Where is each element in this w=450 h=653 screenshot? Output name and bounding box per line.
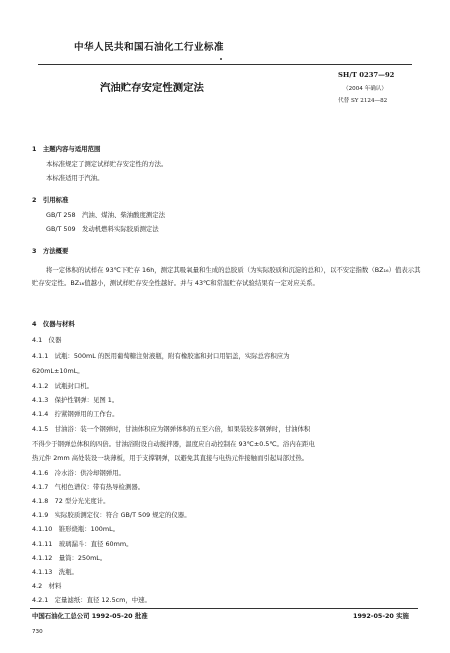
item-4-1: 4.1 仪器 xyxy=(32,336,62,344)
implementation-note: 1992-05-20 实施 xyxy=(353,612,409,620)
item-4-1-12: 4.1.12 量筒：250mL。 xyxy=(32,554,107,562)
header-rule xyxy=(38,64,412,65)
item-4-1-1: 4.1.1 试瓶：500mL 的医用葡萄糖注射液瓶，附有橡胶塞和封口用铝盖，实际总容积应为 xyxy=(32,352,290,360)
item-4-1-10: 4.1.10 锥形烧瓶：100mL。 xyxy=(32,525,120,533)
replaces-note: 代替 SY 2124—82 xyxy=(338,98,388,104)
section-1-line-2: 本标准适用于汽油。 xyxy=(46,174,104,182)
section-4-heading: 4 仪器与材料 xyxy=(32,320,75,328)
standard-code: SH/T 0237—92 xyxy=(338,71,395,79)
section-1-line-1: 本标准规定了测定试样贮存安定性的方法。 xyxy=(46,160,168,168)
item-4-1-9: 4.1.9 实际胶质测定仪：符合 GB/T 509 规定的仪器。 xyxy=(32,511,191,519)
footer-rule xyxy=(30,608,418,609)
item-4-1-5-cont-2: 热元件 2mm 高处装设一块薄板，用于支撑钢弹，以避免其直接与电热元件接触而引起局部过热。 xyxy=(32,454,309,462)
item-4-1-5-cont-1: 不得少于钢弹总体积的四倍。甘油浴附设自动搅拌器，温度应自动控制在 93℃±0.5℃。浴内在距电 xyxy=(32,440,315,448)
reference-gb509: GB/T 509 发动机燃料实际胶质测定法 xyxy=(46,225,159,233)
standard-title: 汽油贮存安定性测定法 xyxy=(100,82,204,94)
page-number: 730 xyxy=(32,629,43,635)
section-1-heading: 1 主题内容与适用范围 xyxy=(32,145,101,153)
dot-mark xyxy=(220,58,222,60)
section-2-heading: 2 引用标准 xyxy=(32,196,69,204)
item-4-1-13: 4.1.13 洗瓶。 xyxy=(32,568,78,576)
item-4-2-1: 4.2.1 定量滤纸：直径 12.5cm，中速。 xyxy=(32,596,151,604)
item-4-1-1-cont: 620mL±10mL。 xyxy=(32,367,84,375)
item-4-1-3: 4.1.3 保护性钢弹：见图 1。 xyxy=(32,396,119,404)
item-4-1-6: 4.1.6 冷水浴：供冷却钢弹用。 xyxy=(32,469,125,477)
item-4-1-7: 4.1.7 气相色谱仪：带有热导检测器。 xyxy=(32,483,145,491)
section-3-heading: 3 方法概要 xyxy=(32,247,69,255)
org-title: 中华人民共和国石油化工行业标准 xyxy=(74,42,224,53)
confirm-note: （2004 年确认） xyxy=(343,86,387,92)
item-4-1-5: 4.1.5 甘油浴：装一个钢弹时，甘油体积应为钢弹体积的五至六倍，如果装较多钢弹时，甘油体积 xyxy=(32,425,311,433)
item-4-1-11: 4.1.11 玻璃漏斗：直径 60mm。 xyxy=(32,540,133,548)
item-4-1-2: 4.1.2 试瓶封口机。 xyxy=(32,382,93,390)
section-3-paragraph: 将一定体积的试样在 93℃下贮存 16h，测定其吸氧量和生成的总胶质（为实际胶质和沉淀的总和），以不安定指数（BZ₁₆）值表示其贮存安定性。BZ₁₆值越小，测试样贮存安全性越好。并与 43℃和常温贮存试验结果有一定对应关系。 xyxy=(32,266,421,287)
reference-gb258: GB/T 258 汽油、煤油、柴油酸度测定法 xyxy=(46,211,166,219)
item-4-1-8: 4.1.8 72 型分光光度计。 xyxy=(32,497,110,505)
approval-note: 中国石油化工总公司 1992-05-20 批准 xyxy=(32,612,148,620)
item-4-1-4: 4.1.4 拧紧钢弹用的工作台。 xyxy=(32,410,119,418)
item-4-2: 4.2 材料 xyxy=(32,582,62,590)
